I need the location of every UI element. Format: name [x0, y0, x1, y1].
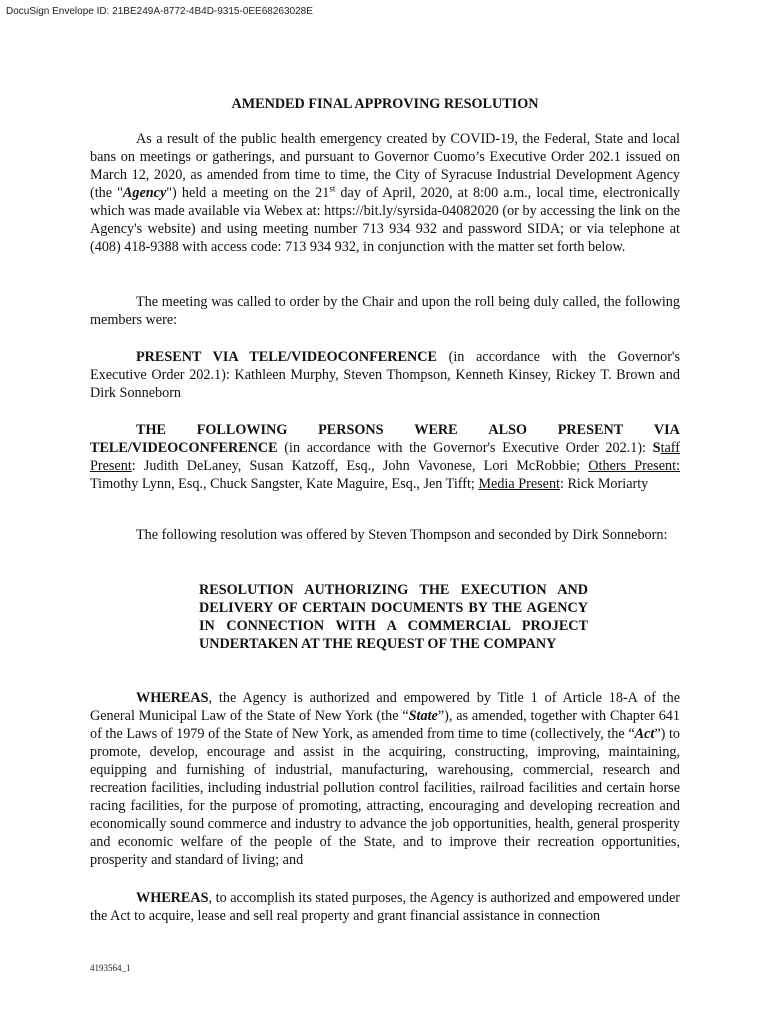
present-heading: PRESENT VIA TELE/VIDEOCONFERENCE	[136, 349, 437, 365]
whereas-text-a: , the Agency is authorized and empowered by Title 1 of Article 18-A of the General Municipal Law of the State of New York (the “	[90, 690, 680, 724]
heading-word: THE	[136, 422, 166, 438]
roll-call-paragraph: The meeting was called to order by the Chair and upon the roll being duly called, the following members were:	[90, 294, 680, 328]
whereas-text: , to accomplish its stated purposes, the Agency is authorized and empowered under the Act to acquire, lease and sell real property and grant financial assistance in connection	[90, 890, 680, 924]
agency-term: Agency	[122, 185, 167, 201]
heading-word: WERE	[414, 422, 458, 438]
heading-word: PERSONS	[318, 422, 384, 438]
also-present-paragraph	[90, 439, 680, 493]
resolution-title: RESOLUTION AUTHORIZING THE EXECUTION AND DELIVERY OF CERTAIN DOCUMENTS BY THE AGENCY IN CONNECTION WITH A COMMERCIAL PROJECT UNDERTAKEN AT THE REQUEST OF THE COMPANY	[199, 582, 588, 652]
members-list: (in accordance with the Governor's Executive Order 202.1): Kathleen Murphy, Steven Thompson, Kenneth Kinsey, Rickey T. Brown and Dirk Sonneborn	[90, 349, 680, 401]
teleconference-heading: TELE/VIDEOCONFERENCE	[90, 440, 278, 456]
heading-word: ALSO	[488, 422, 527, 438]
document-number-footer: 4193564_1	[90, 963, 131, 973]
heading-word: PRESENT	[557, 422, 624, 438]
state-term: State	[408, 708, 438, 724]
docusign-envelope-id: DocuSign Envelope ID: 21BE249A-8772-4B4D-9315-0EE68263028E	[6, 6, 313, 17]
staff-names: : Judith DeLaney, Susan Katzoff, Esq., John Vavonese, Lori McRobbie;	[131, 458, 589, 474]
document-title: AMENDED FINAL APPROVING RESOLUTION	[231, 96, 539, 112]
whereas-label: WHEREAS	[136, 890, 209, 906]
meeting-text-c: day of April, 2020, at 8:00 a.m., local time, electronically which was made available via Webex at: https://bit.ly/syrsida-04082020 (or by accessing the link on the Agency's website) and using meeting number 713 934 932 and password SIDA; or via telephone at (408) 418-9388 with access code: 713 934 932, in conjunction with the matter set forth below.	[90, 185, 680, 255]
media-names: : Rick Moriarty	[559, 476, 649, 492]
whereas-text-c: ”) to promote, develop, encourage and assist in the acquiring, constructing, improving, maintaining, equipping and furnishing of industrial, manufacturing, warehousing, commercial, research and recreation facilities, including industrial pollution control facilities, railroad facilities and certain horse racing facilities, for the purpose of promoting, attracting, encouraging and developing recreation and economically sound commerce and industry to advance the job opportunities, health, general prosperity and economic welfare of the people of the State, and to improve their recreation opportunities, prosperity and standard of living; and	[90, 726, 681, 868]
whereas-text-b: ”), as amended, together with Chapter 641 of the Laws of 1979 of the State of New York, as amended from time to time (collectively, the “	[90, 708, 680, 742]
others-names: Timothy Lynn, Esq., Chuck Sangster, Kate Maguire, Esq., Jen Tifft;	[90, 476, 479, 492]
meeting-paragraph	[90, 130, 680, 256]
order-reference: (in accordance with the Governor's Executive Order 202.1):	[277, 440, 653, 456]
meeting-text-b: ") held a meeting on the 21	[166, 185, 330, 201]
heading-word: FOLLOWING	[196, 422, 288, 438]
whereas-label: WHEREAS	[136, 690, 209, 706]
whereas-paragraph-2	[90, 889, 680, 925]
staff-initial: S	[652, 440, 661, 456]
members-present-paragraph	[90, 348, 680, 402]
heading-word: VIA	[653, 422, 680, 438]
meeting-text-a: As a result of the public health emergency created by COVID-19, the Federal, State and local bans on meetings or gatherings, and pursuant to Governor Cuomo’s Executive Order 202.1 issued on March 12, 2020, as amended from time to time, the City of Syracuse Industrial Development Agency (the "	[90, 131, 680, 201]
media-present-label: Media Present	[478, 476, 560, 492]
act-term: Act	[634, 726, 655, 742]
staff-present-label: taff Present	[90, 440, 680, 474]
resolution-offered-paragraph: The following resolution was offered by Steven Thompson and seconded by Dirk Sonneborn:	[136, 527, 668, 543]
others-present-label: Others Present:	[588, 458, 680, 474]
also-present-heading-line	[136, 421, 680, 439]
whereas-paragraph-1	[90, 689, 680, 869]
ordinal-suffix: st	[329, 183, 336, 194]
